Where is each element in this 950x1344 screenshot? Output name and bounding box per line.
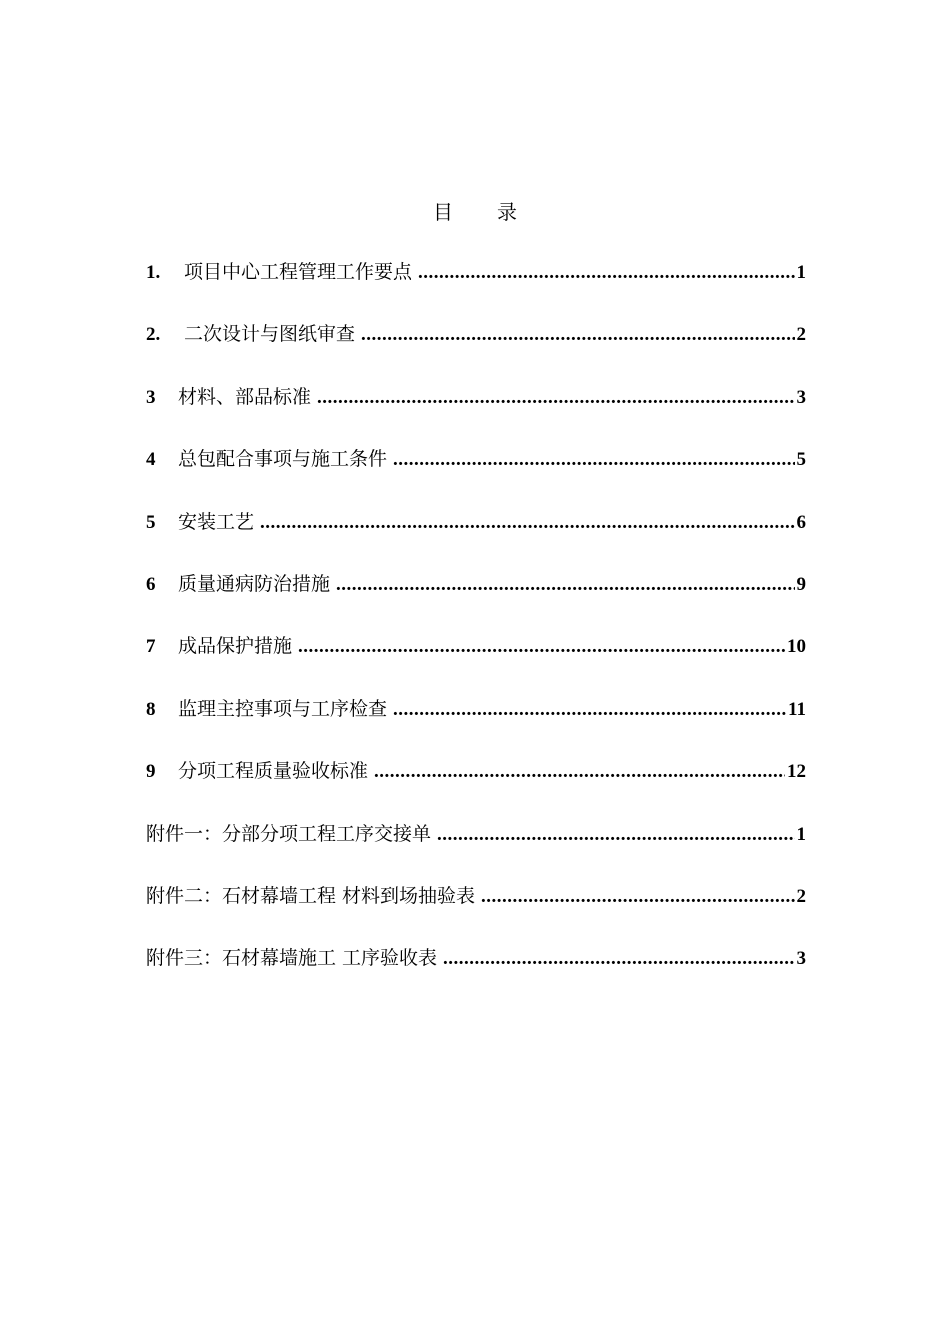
toc-entry-page: 6	[796, 511, 806, 533]
toc-leader-dots	[317, 384, 794, 412]
toc-appendix-1[interactable]	[146, 820, 806, 882]
toc-entry-number: 3	[146, 386, 156, 408]
toc-entry-number: 8	[146, 698, 156, 720]
toc-entry-label: 项目中心工程管理工作要点	[184, 261, 413, 283]
toc-entry-label: 监理主控事项与工序检查	[178, 697, 388, 720]
toc-leader-dots	[298, 633, 785, 661]
toc-entry-page: 2	[796, 324, 806, 346]
toc-entry-9[interactable]	[146, 757, 806, 819]
toc-entry-page: 3	[796, 386, 806, 408]
toc-appendix-label: 附件二：石材幕墙工程 材料到场抽验表	[146, 884, 476, 907]
toc-title	[0, 196, 950, 225]
toc-entry-label: 总包配合事项与施工条件	[178, 448, 388, 471]
toc-appendix-2[interactable]	[146, 882, 806, 944]
toc-entry-8[interactable]	[146, 695, 806, 757]
toc-leader-dots	[336, 571, 794, 599]
toc-leader-dots	[361, 321, 794, 349]
toc-appendix-page: 1	[796, 823, 806, 845]
toc-entry-number: 6	[146, 573, 156, 595]
toc-appendix-label: 附件三：石材幕墙施工 工序验收表	[146, 947, 438, 970]
toc-leader-dots	[393, 446, 794, 474]
toc-entry-label: 安装工艺	[178, 510, 255, 533]
toc-leader-dots	[374, 758, 785, 786]
toc-entry-page: 10	[787, 636, 806, 658]
toc-entry-7[interactable]	[146, 632, 806, 694]
toc-entry-number: 5	[146, 511, 156, 533]
toc-appendix-3[interactable]	[146, 944, 806, 1006]
toc-appendix-page: 2	[796, 885, 806, 907]
toc-entry-3[interactable]	[146, 383, 806, 445]
toc-entry-5[interactable]	[146, 508, 806, 570]
toc-leader-dots	[418, 259, 794, 287]
toc-entry-label: 质量通病防治措施	[178, 572, 331, 595]
toc-entry-2[interactable]	[146, 320, 806, 382]
toc-list	[146, 258, 806, 1007]
toc-appendix-label: 附件一：分部分项工程工序交接单	[146, 822, 432, 845]
toc-entry-page: 1	[796, 262, 806, 283]
toc-entry-number: 1.	[146, 262, 161, 283]
toc-entry-6[interactable]	[146, 570, 806, 632]
toc-entry-label: 材料、部品标准	[178, 385, 312, 408]
toc-entry-number: 4	[146, 449, 156, 471]
toc-entry-page: 9	[796, 573, 806, 595]
toc-title-right: 录	[497, 200, 517, 224]
toc-entry-page: 5	[796, 449, 806, 471]
toc-entry-label: 分项工程质量验收标准	[178, 760, 369, 783]
toc-leader-dots	[437, 821, 794, 849]
toc-entry-label: 成品保护措施	[178, 635, 293, 658]
toc-entry-number: 9	[146, 761, 156, 783]
toc-appendix-page: 3	[796, 948, 806, 970]
toc-entry-page: 12	[787, 761, 806, 783]
toc-entry-label: 二次设计与图纸审查	[184, 323, 356, 346]
toc-leader-dots	[393, 696, 786, 724]
toc-entry-4[interactable]	[146, 445, 806, 507]
toc-entry-number: 2.	[146, 324, 161, 346]
toc-entry-1[interactable]	[146, 258, 806, 320]
toc-leader-dots	[443, 945, 794, 973]
toc-title-left: 目	[433, 200, 453, 224]
toc-leader-dots	[481, 883, 794, 911]
toc-entry-number: 7	[146, 636, 156, 658]
toc-entry-page: 11	[788, 698, 806, 720]
toc-leader-dots	[260, 509, 794, 537]
